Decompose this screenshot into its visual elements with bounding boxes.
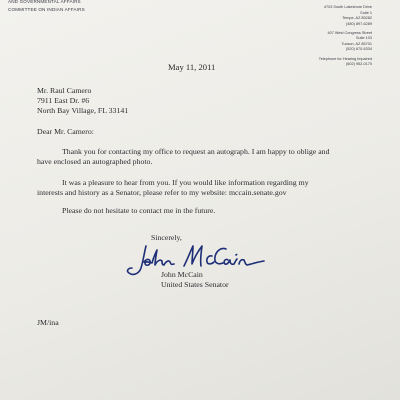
office-address-line: Tucson, AZ 85701: [341, 41, 372, 46]
office-tdd-line: (602) 952-0170: [346, 62, 372, 67]
office-address-line: (480) 897-6289: [346, 21, 372, 26]
office-address-line: 4703 South Lakeshore Drive: [323, 5, 372, 10]
recipient-line: Mr. Raul Camero: [37, 86, 92, 95]
letterhead-offices: [262, 0, 372, 67]
body-line: Thank you for contacting my office to request an autograph. I am happy to oblige and: [62, 147, 330, 156]
signature-block: [161, 270, 229, 291]
recipient-address: [37, 86, 128, 117]
signer-name: John McCain: [161, 270, 203, 279]
committee-line: COMMITTEE ON INDIAN AFFAIRS: [8, 7, 85, 12]
office-address-line: Suite 1: [360, 10, 372, 15]
salutation: Dear Mr. Camero:: [37, 127, 94, 136]
signer-title: United States Senator: [161, 280, 229, 290]
reference-initials: JM/ina: [37, 318, 59, 327]
body-paragraph-2: [37, 178, 362, 199]
recipient-line: North Bay Village, FL 33141: [37, 106, 129, 116]
committee-line: AND GOVERNMENTAL AFFAIRS: [8, 0, 81, 4]
letter-date: May 11, 2011: [168, 62, 216, 72]
letterhead-committees: [8, 0, 85, 14]
office-address-line: 407 West Congress Street: [327, 31, 372, 36]
body-line: Please do not hesitate to contact me in the future.: [62, 206, 216, 215]
body-line: It was a pleasure to hear from you. If you would like information regarding my: [62, 178, 309, 187]
office-address-line: (520) 670-6334: [346, 47, 372, 52]
body-paragraph-1: [37, 147, 362, 168]
office-address-line: Suite 103: [355, 36, 372, 41]
body-paragraph-3: [62, 206, 362, 216]
body-line: have enclosed an autographed photo.: [37, 157, 153, 167]
body-line: interests and history as a Senator, please refer to my website: mccain.senate.gov: [37, 188, 287, 198]
closing: Sincerely,: [151, 233, 182, 242]
office-address-line: Tempe, AZ 85282: [342, 16, 372, 21]
office-tdd-line: Telephone for Hearing Impaired: [318, 56, 372, 61]
recipient-line: 7911 East Dr. #6: [37, 96, 90, 106]
